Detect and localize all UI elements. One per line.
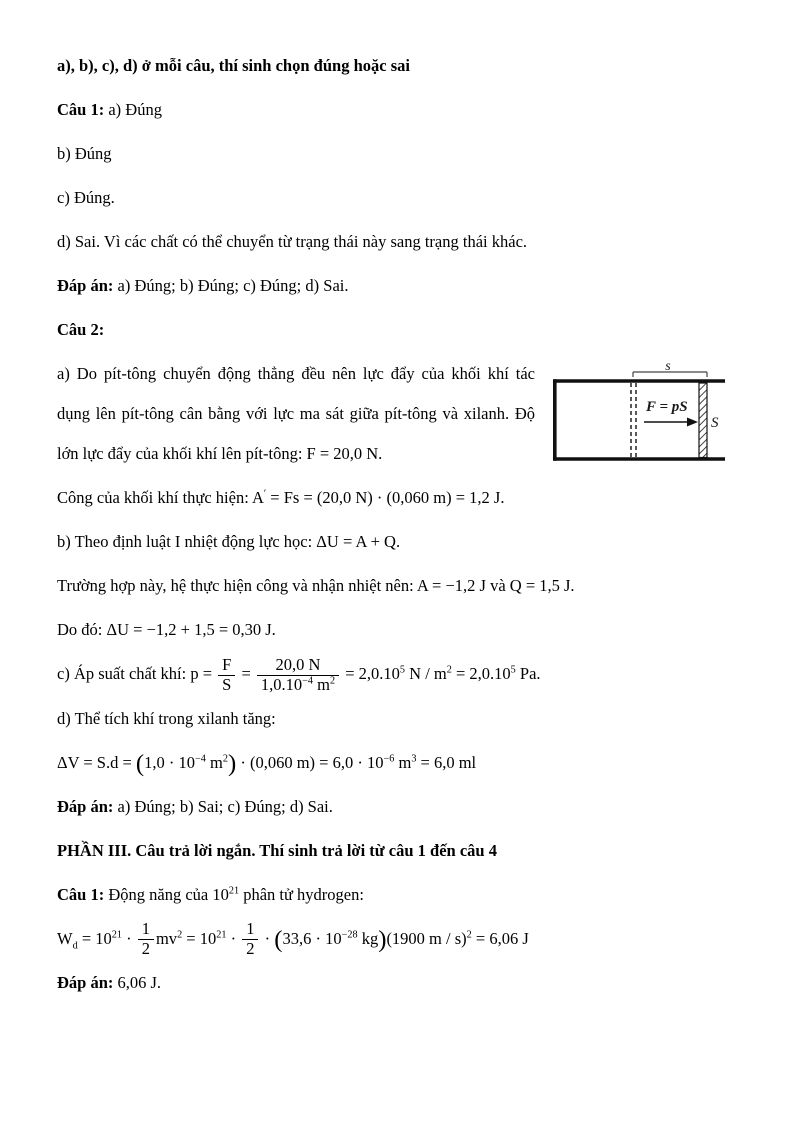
- cau2-item-b-result: Do đó: ΔU = −1,2 + 1,5 = 0,30 J.: [57, 620, 276, 639]
- instruction-line: a), b), c), d) ở mỗi câu, thí sinh chọn đúng hoặc sai: [57, 56, 410, 75]
- cau1-item-b: b) Đúng: [57, 144, 112, 163]
- cau2-item-c-equation: c) Áp suất chất khí: p = $\frac{F}{S}$ = $\frac{20,0 N}{1,0.10^{-4} m^2}$ = $2,0.10^5$ $N / m^2 = 2,0.10^5$ Pa.: [57, 654, 541, 694]
- piston: [699, 383, 707, 458]
- part3-heading: PHẦN III. Câu trả lời ngắn. Thí sinh trả lời từ câu 1 đến câu 4: [57, 840, 497, 860]
- cau2-item-b: b) Theo định luật I nhiệt động lực học: ΔU = A + Q.: [57, 532, 401, 551]
- figure-force-label: F = pS: [646, 399, 688, 415]
- displacement-bracket: [633, 359, 707, 377]
- part3-cau1: Câu 1: Động năng của $10^{21}$ phân tử hydrogen:: [57, 884, 364, 904]
- figure-s-label: s: [665, 359, 671, 374]
- cau1-answer: Đáp án: a) Đúng; b) Đúng; c) Đúng; d) Sai.: [57, 276, 349, 295]
- cau2-work-equation: Công của khối khí thực hiện: A′ = Fs = (20,0 N) · (0,060 m) = 1,2 J.: [57, 488, 505, 507]
- cau2-item-d: d) Thể tích khí trong xilanh tăng:: [57, 708, 276, 728]
- cau1-item-c: c) Đúng.: [57, 188, 115, 207]
- cau1-item-a: Câu 1: a) Đúng: [57, 100, 162, 119]
- piston-cylinder-figure: [547, 358, 737, 468]
- cau2-heading: Câu 2:: [57, 320, 105, 339]
- part3-cau1-answer: Đáp án: 6,06 J.: [57, 973, 162, 993]
- part3-cau1-equation: $W_d = 10^{21}$ · $\frac{1}{2}$ $mv^2 = 10^{21}$ · $\frac{1}{2}$ · ($33,6 \cdot 10^{-28}$ kg)(1900 m / s)$^2$ = 6,06 J: [57, 919, 529, 959]
- initial-piston-dashed-line: [631, 383, 636, 457]
- cau2-item-b-case: Trường hợp này, hệ thực hiện công và nhận nhiệt nên: A = −1,2 J và Q = 1,5 J.: [57, 576, 575, 595]
- force-arrow: [644, 399, 698, 427]
- figure-area-label: S: [711, 415, 719, 431]
- cau1-item-d: d) Sai. Vì các chất có thể chuyển từ trạng thái này sang trạng thái khác.: [57, 232, 528, 251]
- cau2-item-d-equation: $\Delta V = S.d = (1,0 \cdot 10^{-4}$ $m^2) \cdot (0,060$ $m) = 6,0 \cdot 10^{-6}$ $m^3 = 6,0$ ml: [57, 749, 477, 777]
- cau2-item-a: s F = pS S a) Do pít-tông chuyển động thẳng đều nên lực đẩy của khối khí tác dụng lên pít-tông cân bằng với lực ma sát giữa pít-tông và xilanh. Độ lớn lực đẩy của khối khí lên pít-tông: F = 20,0 N.: [57, 354, 737, 474]
- cau2-answer: Đáp án: a) Đúng; b) Sai; c) Đúng; d) Sai.: [57, 796, 333, 816]
